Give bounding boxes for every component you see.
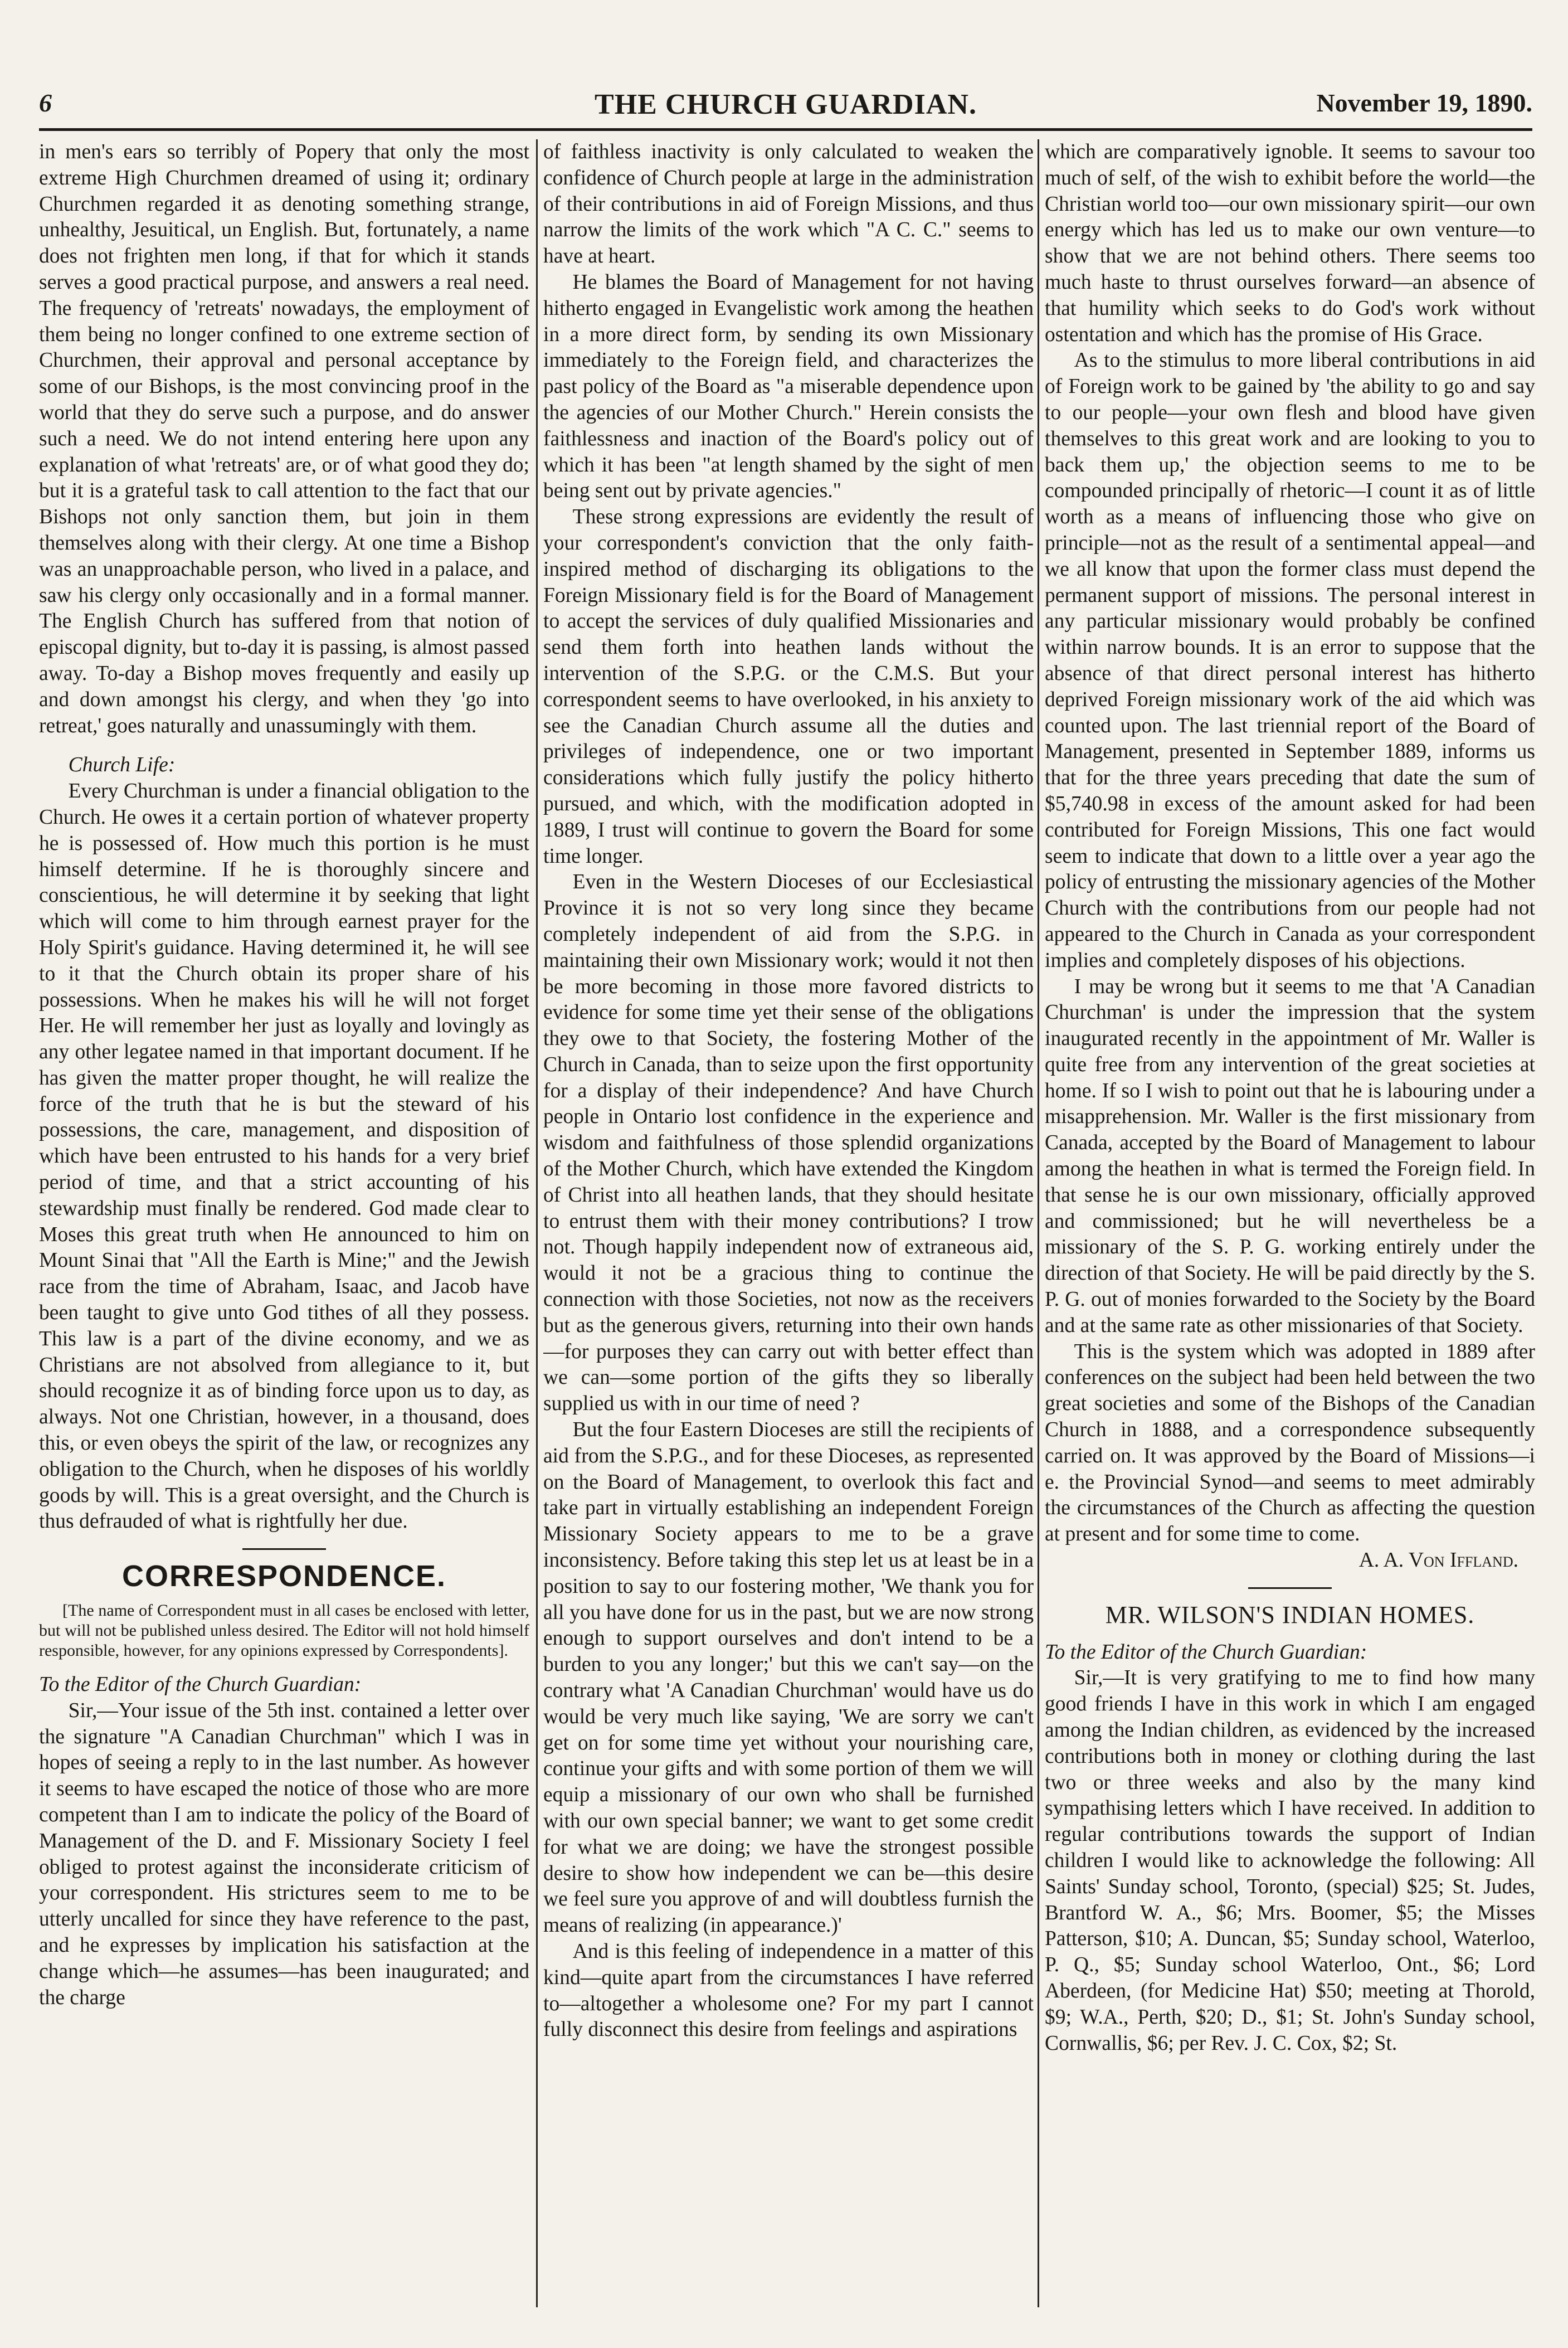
paragraph: of faithless inactivity is only calculated to weaken the confidence of Church people at large in the administration of their contributions in aid of Foreign Missions, and thus narrow the limits of the work which "A C. C." seems to have at heart. [543,140,1034,268]
paragraph: Every Churchman is under a financial obligation to the Church. He owes it a certain portion of whatever property he is possessed of. How much this portion is he must himself determine. If he is thoroughly sincere and conscientious, he will determine it by seeking that light which will come to him through earnest prayer for the Holy Spirit's guidance. Having determined it, he will see to it that the Church obtain its proper share of his possessions. When he makes his will he will not forget Her. He will remember her just as loyally and lovingly as any other legatee named in that important document. If he has given the matter proper thought, he will realize the force of the truth that he is but the steward of his possessions, the care, management, and disposition of which have been entrusted to his hands for a very brief period of time, and that a strict accounting of his stewardship must finally be rendered. God made clear to Moses this great truth when He announced to him on Mount Sinai that "All the Earth is Mine;" and the Jewish race from the time of Abraham, Isaac, and Jacob have been taught to give unto God tithes of all they possess. This law is a part of the divine economy, and we as Christians are not absolved from allegiance to it, but should recognize it as of binding force upon us to day, as always. Not one Christian, however, in a thousand, does this, or even obeys the spirit of the law, or recognizes any obligation to the Church, when he disposes of his worldly goods by will. This is a great oversight, and the Church is thus defrauded of what is rightfully her due. [39,780,529,1533]
page-header [39,84,1532,131]
column-3 [1045,139,1535,2313]
column-divider [1038,139,1039,2307]
paragraph: And is this feeling of independence in a matter of this kind—quite apart from the circumstances I have referred to—altogether a wholesome one? For my part I cannot fully disconnect this desire from feelings and aspirations [543,1939,1034,2041]
column-2 [543,139,1034,2313]
column-divider [536,139,538,2307]
paragraph: Sir,—It is very gratifying to me to find how many good friends I have in this work in which I am engaged among the Indian children, as evidenced by the increased contributions both in money or clothing during the last two or three weeks and also by the many kind sympathising letters which I have received. In addition to regular contributions towards the support of Indian children I would like to acknowledge the following: All Saints' Sunday school, Toronto, (special) $25; St. Judes, Brantford W. A., $6; Mrs. Boomer, $5; the Misses Patterson, $10; A. Duncan, $5; Sunday school, Waterloo, P. Q., $5; Sunday school Waterloo, Ont., $6; Lord Aberdeen, (for Medicine Hat) $50; meeting at Thorold, $9; W.A., Perth, $20; D., $1; St. John's Sunday school, Cornwallis, $6; per Rev. J. C. Cox, $2; St. [1045,1666,1535,2055]
column-1 [39,139,529,2313]
section-divider [1248,1587,1332,1589]
letter-salutation: To the Editor of the Church Guardian: [39,1673,362,1696]
section-subheading: Church Life: [68,754,176,777]
paragraph: As to the stimulus to more liberal contributions in aid of Foreign work to be gained by 'the ability to go and say to our people—your own flesh and blood have given themselves to this great work and are looking to you to back them up,' the objection seems to me to be compounded principally of rhetoric—I count it as of little worth as a means of influencing those who give on principle—not as the result of a sentimental appeal—and we all know that upon the former class must depend the permanent support of missions. The personal interest in any particular missionary would probably be confined within narrow bounds. It is an error to suppose that the absence of that direct personal interest has hitherto deprived Foreign missionary work of the aid which was counted upon. The last triennial report of the Board of Management, presented in September 1889, informs us that for the three years preceding that date the sum of $5,740.98 in excess of the amount asked for had been contributed for Foreign Missions, This one fact would seem to indicate that down to a little over a year ago the policy of entrusting the missionary agencies of the Mother Church with the contributions from our people had not appeared to the Church in Canada as your correspondent implies and completely disposes of his objections. [1045,349,1535,972]
paragraph: Even in the Western Dioceses of our Ecclesiastical Province it is not so very long since they became completely independent of aid from the S.P.G. in maintaining their own Missionary work; would it not then be more becoming in those more favored districts to evidence for some time yet their sense of the obligations they owe to that Society, the fostering Mother of the Church in Canada, than to seize upon the first opportunity for a display of their independence? And have Church people in Ontario lost confidence in the experience and wisdom and faithfulness of those splendid organizations of the Mother Church, which have extended the Kingdom of Christ into all heathen lands, that they should hesitate to entrust them with their money contributions? I trow not. Though happily independent now of extraneous aid, would it not be a gracious thing to continue the connection with those Societies, not now as the receivers but as the generous givers, returning into their own hands—for purposes they can carry out with better effect than we can—some portion of the gifts they so liberally supplied us with in our time of need ? [543,871,1034,1416]
correspondence-heading: CORRESPONDENCE. [121,1559,447,1593]
letter-signature: A. A. Von Iffland. [1358,1549,1518,1572]
issue-date: November 19, 1890. [1316,89,1532,117]
paragraph: in men's ears so terribly of Popery that only the most extreme High Churchmen dreamed of using it; ordinary Churchmen regarded it as denoting something strange, unhealthy, Jesuitical, un English. But, fortunately, a name does not frighten men long, if that for which it stands serves a good practical purpose, and answers a real need. The frequency of 'retreats' nowadays, the employment of them being no longer confined to one extreme section of Churchmen, their approval and personal acceptance by some of our Bishops, is the most convincing proof in the world that they do serve such a purpose, and do answer such a need. We do not intend entering here upon any explanation of what 'retreats' are, or of what good they do; but it is a grateful task to call attention to the fact that our Bishops not only sanction them, but join in them themselves along with their clergy. At one time a Bishop was an unapproachable person, who lived in a palace, and saw his clergy only occasionally and in a formal manner. The English Church has suffered from that notion of episcopal dignity, but to-day it is passing, is almost passed away. To-day a Bishop moves frequently and easily up and down amongst his clergy, and when they 'go into retreat,' goes naturally and unassumingly with them. [39,140,529,737]
section-divider [242,1548,326,1550]
paragraph: Sir,—Your issue of the 5th inst. contained a letter over the signature "A Canadian Churchman" which I was in hopes of seeing a reply to in the last number. As however it seems to have escaped the notice of those who are more competent than I am to indicate the policy of the Board of Management of the D. and F. Missionary Society I feel obliged to protest against the inconsiderate criticism of your correspondent. His strictures seem to me to be utterly uncalled for since they have reference to the past, and he expresses by implication his satisfaction at the change which—he assumes—has been inaugurated; and the charge [39,1699,529,2009]
paragraph: These strong expressions are evidently the result of your correspondent's conviction that the only faith-inspired method of discharging its obligations to the Foreign Missionary field is for the Board of Management to accept the services of duly qualified Missionaries and send them forth into heathen lands without the intervention of the S.P.G. or the C.M.S. But your correspondent seems to have overlooked, in his anxiety to see the Canadian Church assume all the duties and privileges of independence, one or two important considerations which fully justify the policy hitherto pursued, and which, with the modification adopted in 1889, I trust will continue to govern the Board for some time longer. [543,505,1034,868]
wilson-letter-heading: MR. WILSON'S INDIAN HOMES. [1105,1601,1475,1628]
letter-salutation: To the Editor of the Church Guardian: [1045,1640,1367,1664]
paragraph: This is the system which was adopted in 1889 after conferences on the subject had been held between the two great societies and some of the Bishops of the Canadian Church in 1888, and a correspondence subsequently carried on. It was approved by the Board of Missions—i e. the Provincial Synod—and seems to meet admirably the circumstances of the Church as affecting the question at present and for some time to come. [1045,1340,1535,1546]
paragraph: I may be wrong but it seems to me that 'A Canadian Churchman' is under the impression that the system inaugurated recently in the appointment of Mr. Waller is quite free from any intervention of the great societies at home. If so I wish to point out that he is labouring under a misapprehension. Mr. Waller is the first missionary from Canada, accepted by the Board of Management to labour among the heathen in what is termed the Foreign field. In that sense he is our own missionary, officially approved and commissioned; but he will nevertheless be a missionary of the S. P. G. working entirely under the direction of that Society. He will be paid directly by the S. P. G. out of monies forwarded to the Society by the Board and at the same rate as other missionaries of that Society. [1045,975,1535,1337]
page-number: 6 [39,89,52,117]
paragraph: But the four Eastern Dioceses are still the recipients of aid from the S.P.G., and for these Dioceses, as represented on the Board of Management, to overlook this fact and take part in virtually establishing an independent Foreign Missionary Society appears to me to be a grave inconsistency. Before taking this step let us at least be in a position to say to our fostering mother, 'We thank you for all you have done for us in the past, but we are now strong enough to support ourselves and don't intend to be a burden to you any longer;' but this we can't say—on the contrary what 'A Canadian Churchman' would have us do would be very much like saying, 'We are sorry we can't get on for some time yet without your nourishing care, continue your gifts and with some portion of them we will equip a missionary of our own who shall be furnished with our own special banner; we want to get some credit for what we are doing; we have the strongest possible desire to show how independent we can be—this desire we feel sure you approve of and will doubtless furnish the means of realizing (in appearance.)' [543,1418,1034,1937]
paragraph: which are comparatively ignoble. It seems to savour too much of self, of the wish to exhibit before the world—the Christian world too—our own missionary spirit—our own energy which has led us to make our own venture—to show that we are not behind others. There seems too much haste to thrust ourselves forward—an absence of that humility which seeks to do God's work without ostentation and which has the promise of His Grace. [1045,140,1535,346]
newspaper-title: THE CHURCH GUARDIAN. [595,89,977,120]
paragraph: He blames the Board of Management for not having hitherto engaged in Evangelistic work among the heathen in a more direct form, by sending its own Missionary immediately to the Foreign field, and characterizes the past policy of the Board as "a miserable dependence upon the agencies of our Mother Church." Herein consists the faithlessness and inaction of the Board's policy out of which it has been "at length shamed by the sight of men being sent out by private agencies." [543,270,1034,503]
editorial-note: [The name of Correspondent must in all cases be enclosed with letter, but will not be published unless desired. The Editor will not hold himself responsible, however, for any opinions expressed by Correspondents]. [39,1601,529,1660]
